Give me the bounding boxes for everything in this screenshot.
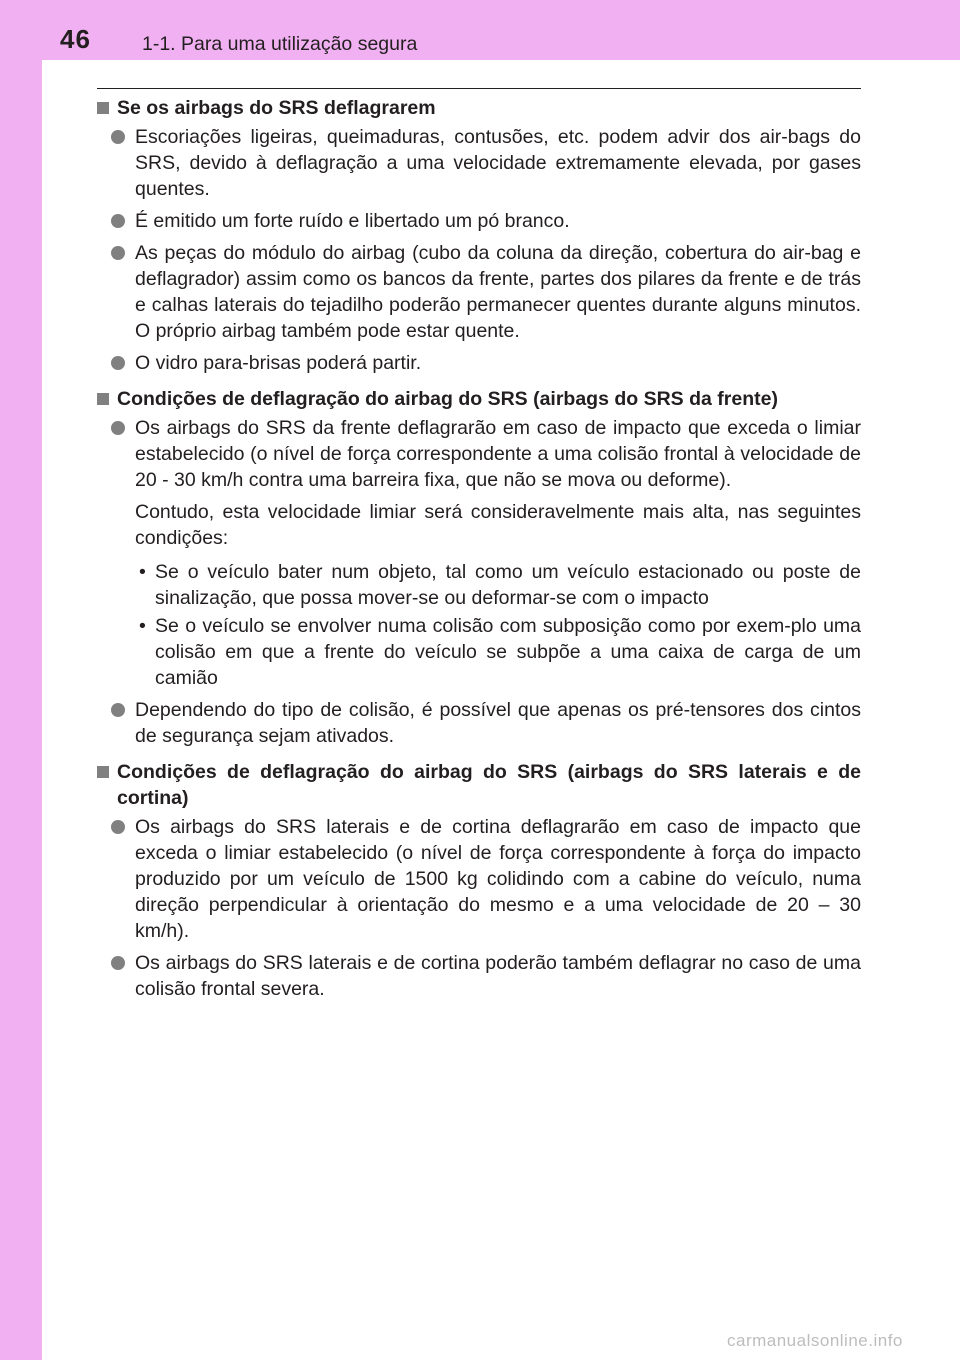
circle-bullet-icon	[111, 956, 125, 970]
circle-bullet-icon	[111, 421, 125, 435]
list-item	[97, 208, 861, 234]
page-number: 46	[60, 24, 91, 54]
paragraph: Contudo, esta velocidade limiar será consideravelmente mais alta, nas seguintes condições:	[135, 501, 861, 549]
circle-bullet-icon	[111, 820, 125, 834]
list-item-text: É emitido um forte ruído e libertado um pó branco.	[135, 210, 570, 232]
circle-bullet-icon	[111, 246, 125, 260]
circle-bullet-icon	[111, 703, 125, 717]
list-item-text: Dependendo do tipo de colisão, é possível que apenas os pré-tensores dos cintos de segurança sejam ativados.	[135, 699, 861, 747]
circle-bullet-icon	[111, 214, 125, 228]
heading-text: Condições de deflagração do airbag do SRS (airbags do SRS da frente)	[117, 388, 778, 410]
list-item	[97, 350, 861, 376]
header-divider	[97, 88, 861, 89]
sub-list-item-text: Se o veículo bater num objeto, tal como um veículo estacionado ou poste de sinalização, que possa mover-se ou deformar-se com o impacto	[155, 561, 861, 609]
sub-list-item-text: Se o veículo se envolver numa colisão com subposição como por exem-plo uma colisão em que a frente do veículo se subpõe a uma caixa de carga de um camião	[155, 615, 861, 689]
list-item	[97, 697, 861, 749]
list-item	[97, 240, 861, 344]
list-item	[97, 814, 861, 944]
heading-side-airbag-conditions	[97, 759, 861, 811]
list-item-text: Os airbags do SRS da frente deflagrarão em caso de impacto que exceda o limiar estabelecido (o nível de força correspondente a uma colisão frontal à velocidade de 20 - 30 km/h contra uma barreira fixa, que não se mova ou deforme).	[135, 417, 861, 491]
square-bullet-icon	[97, 102, 109, 114]
list-item	[97, 415, 861, 493]
list-item-text: As peças do módulo do airbag (cubo da coluna da direção, cobertura do air-bag e deflagrador) assim como os bancos da frente, partes dos pilares da frente e de trás e calhas laterais do tejadilho poderão permanecer quentes durante alguns minutos. O próprio airbag também pode estar quente.	[135, 242, 861, 342]
chapter-side-tab	[0, 0, 42, 1360]
heading-front-airbag-conditions	[97, 386, 861, 412]
page-content	[97, 95, 861, 1002]
dot-marker: •	[139, 615, 146, 637]
heading-text: Condições de deflagração do airbag do SRS (airbags do SRS laterais e de cortina)	[117, 761, 861, 809]
dot-marker: •	[139, 561, 146, 583]
list-item-text: Escoriações ligeiras, queimaduras, contusões, etc. podem advir dos air-bags do SRS, devido à deflagração a uma velocidade extremamente elevada, por gases quentes.	[135, 126, 861, 200]
section-title: 1-1. Para uma utilização segura	[142, 33, 418, 55]
list-item	[97, 124, 861, 202]
circle-bullet-icon	[111, 130, 125, 144]
heading-text: Se os airbags do SRS deflagrarem	[117, 97, 436, 119]
watermark: carmanualsonline.info	[727, 1331, 903, 1350]
circle-bullet-icon	[111, 356, 125, 370]
sub-list-item	[97, 559, 861, 611]
list-item-text: Os airbags do SRS laterais e de cortina deflagrarão em caso de impacto que exceda o limiar estabelecido (o nível de força correspondente à força do impacto produzido por um veículo de 1500 kg colidindo com a cabine do veículo, numa direção perpendicular à orientação do mesmo e a uma velocidade de 20 – 30 km/h).	[135, 816, 861, 942]
sub-list-item	[97, 613, 861, 691]
square-bullet-icon	[97, 766, 109, 778]
heading-airbag-deploy	[97, 95, 861, 121]
list-item-text: Os airbags do SRS laterais e de cortina poderão também deflagrar no caso de uma colisão frontal severa.	[135, 952, 861, 1000]
list-item	[97, 950, 861, 1002]
square-bullet-icon	[97, 393, 109, 405]
list-item-text: O vidro para-brisas poderá partir.	[135, 352, 422, 374]
